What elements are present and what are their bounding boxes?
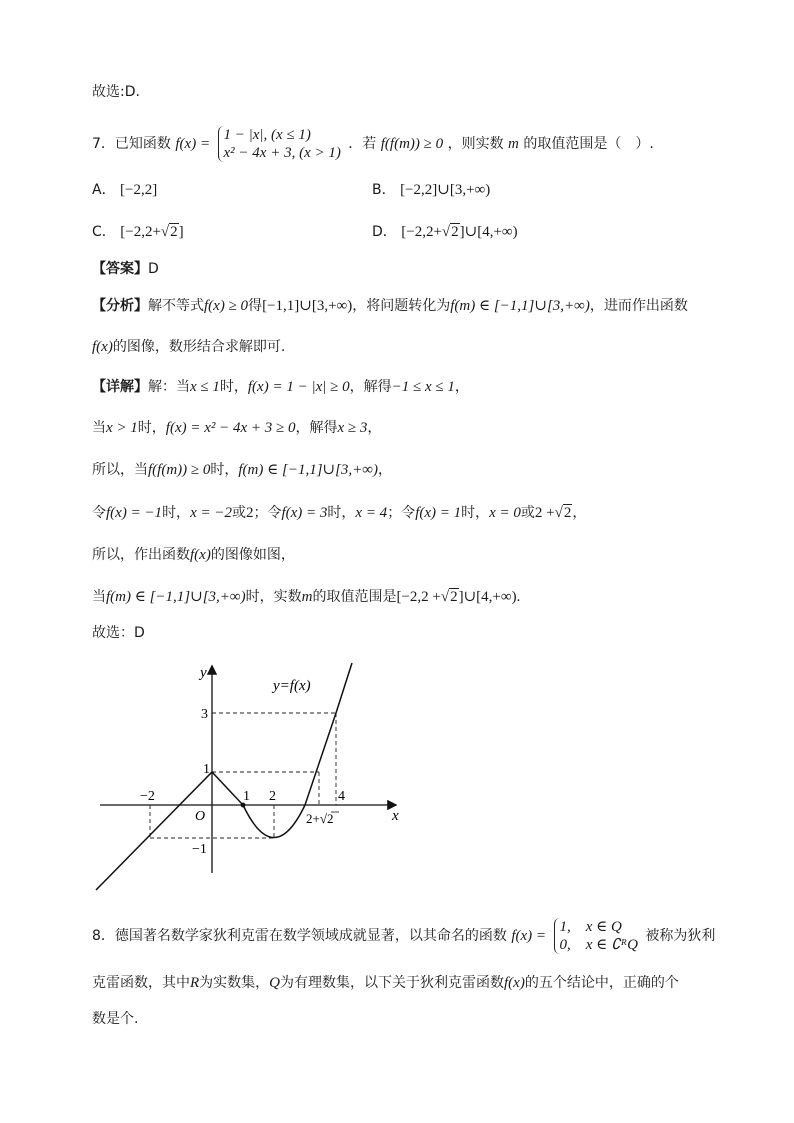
analysis-line-2 [92, 337, 285, 357]
detail-l6-m1: f(m) ∈ [−1,1]∪[3,+∞) [106, 589, 246, 605]
detail-l4-m4: f(x) = 3 [281, 505, 328, 521]
detail-l2-d: ， [367, 420, 382, 436]
q7-option-a [92, 180, 157, 200]
detail-line-4: 令f(x) = −1时，x = −2或2；令f(x) = 3时，x = 4；令f(x) = 1时，x = 0或2 +√2， [92, 505, 587, 521]
detail-l4-f: ；令 [387, 505, 416, 521]
detail-l1-a: 解：当 [148, 379, 190, 395]
q7-piecewise [218, 126, 341, 162]
detail-l3-a: 所以，当 [92, 462, 148, 478]
y-axis-label: y [200, 665, 207, 681]
detail-l4-m1: f(x) = −1 [106, 505, 163, 521]
function-graph [90, 655, 410, 895]
tick-x-minus-2: −2 [140, 789, 155, 804]
detail-l5-a: 所以，作出函数 [92, 547, 190, 563]
option-d-sqrt: 2 [451, 224, 459, 240]
detail-l1-b: 时， [219, 379, 248, 395]
detail-l2-b: 时， [137, 420, 166, 436]
q8-l2-a: 克雷函数，其中 [92, 975, 190, 991]
q8-line-1 [92, 918, 715, 954]
answer-line [92, 259, 159, 279]
tick-x-2: 2 [269, 789, 276, 804]
q8-l2-c: 为有理数集，以下关于狄利克雷函数 [280, 975, 505, 991]
detail-l4-e: 时， [327, 505, 356, 521]
detail-line-2 [92, 418, 381, 438]
q7-variable: m [508, 136, 519, 152]
detail-l4-m6: f(x) = 1 [415, 505, 462, 521]
q8-function-name: f(x) = [511, 928, 547, 944]
q8-line-2 [92, 973, 679, 993]
option-d-value-post: ]∪[4,+∞) [459, 224, 518, 240]
option-b-label: B． [372, 182, 396, 198]
detail-l2-m2: f(x) = x² − 4x + 3 ≥ 0 [165, 420, 296, 436]
q7-case-1: 1 − |x|, (x ≤ 1) [223, 127, 311, 143]
origin-label: O [195, 809, 206, 824]
detail-l3-c: ， [378, 462, 392, 478]
q7-stem-mid: ．若 [348, 136, 377, 152]
x-axis-label: x [392, 808, 399, 824]
detail-l1-c: ，解得 [349, 379, 392, 395]
detail-l3-b: 时， [210, 462, 239, 478]
q7-stem-suffix: ，则实数 [447, 136, 504, 152]
analysis-math-1: f(x) ≥ 0 [204, 298, 249, 314]
analysis-text-d: ，进而作出函数 [589, 298, 688, 314]
detail-l4-m7: x = 0 [489, 505, 521, 521]
detail-l6-m3: [−2,2 + [396, 589, 441, 605]
analysis-math-4: f(x) [92, 339, 113, 355]
q7-stem-end: 的取值范围是（ ）. [523, 136, 654, 152]
analysis-text-e: 的图像，数形结合求解即可. [112, 339, 286, 355]
detail-l2-m3: x ≥ 3 [337, 420, 368, 436]
answer-tag: 【答案】 [92, 261, 148, 277]
q8-line-3: 数是个. [92, 1011, 139, 1027]
detail-line-5 [92, 545, 295, 565]
option-c-label: C． [92, 224, 116, 240]
detail-l2-a: 当 [92, 420, 106, 436]
detail-l4-h: 或 [520, 505, 535, 521]
detail-l6-a: 当 [92, 589, 106, 605]
detail-l4-d: ；令 [253, 505, 282, 521]
tick-x-1: 1 [243, 789, 250, 804]
detail-l4-m3: 2 [245, 505, 254, 521]
q8-l2-m1: R [190, 975, 200, 991]
q8-piecewise [554, 918, 638, 954]
option-d-value-pre: [−2,2+ [401, 224, 442, 240]
q8-case-2: 0, x ∈ ∁ᴿQ [559, 937, 638, 953]
detail-l3-m1: f(f(m)) ≥ 0 [148, 462, 211, 478]
q8-l1-b: 被称为狄利 [645, 928, 716, 944]
analysis-line-1 [92, 296, 688, 316]
option-c-value-pre: [−2,2+ [120, 224, 161, 240]
detail-l4-b: 时， [162, 505, 191, 521]
q7-option-b [372, 180, 490, 200]
detail-l4-m5: x = 4 [355, 505, 388, 521]
option-d-label: D． [372, 224, 397, 240]
function-curve [96, 663, 352, 890]
detail-l1-m1: x ≤ 1 [190, 379, 220, 395]
option-a-label: A． [92, 182, 116, 198]
analysis-text-a: 解不等式 [148, 298, 204, 314]
detail-line-1 [92, 377, 469, 397]
answer-value: D [148, 261, 159, 277]
q7-option-d: D． [−2,2+√2]∪[4,+∞) [372, 224, 518, 240]
tick-y-minus-1: −1 [192, 842, 207, 857]
tick-y-3: 3 [201, 707, 208, 722]
detail-tag: 【详解】 [92, 379, 148, 395]
detail-l6-b: 时，实数 [245, 589, 302, 605]
detail-l3-m2: f(m) ∈ [−1,1]∪[3,+∞) [238, 462, 378, 478]
detail-l5-b: 的图像如图， [210, 547, 295, 563]
q7-stem-prefix: 7．已知函数 [92, 136, 171, 152]
detail-l4-i: ， [572, 505, 587, 521]
detail-l4-a: 令 [92, 505, 106, 521]
q7-case-2: x² − 4x + 3, (x > 1) [223, 145, 341, 161]
curve-label: y=f(x) [273, 678, 311, 694]
tick-y-1: 1 [203, 762, 210, 777]
detail-l6-sqrt: 2 [450, 589, 458, 605]
detail-l2-c: ，解得 [295, 420, 338, 436]
tick-x-4: 4 [338, 789, 345, 804]
option-c-sqrt: 2 [170, 224, 178, 240]
q8-l2-d: 的五个结论中，正确的个 [524, 975, 679, 991]
detail-l4-m2: x = −2 [190, 505, 232, 521]
q8-l2-b: 为实数集， [199, 975, 270, 991]
detail-l6-c: 的取值范围是 [312, 589, 397, 605]
q7-condition: f(f(m)) ≥ 0 [380, 136, 444, 152]
detail-l4-g: 时， [461, 505, 490, 521]
detail-l1-m3: −1 ≤ x ≤ 1 [391, 379, 455, 395]
detail-l2-m1: x > 1 [106, 420, 138, 436]
option-c-value-post: ] [178, 224, 184, 240]
analysis-math-2: [−1,1]∪[3,+∞) [262, 298, 353, 314]
detail-l4-sqrt: 2 [563, 505, 572, 521]
q8-l1-a: 8．德国著名数学家狄利克雷在数学领域成就显著，以其命名的函数 [92, 928, 507, 944]
detail-line-3 [92, 460, 392, 480]
detail-l1-d: ， [454, 379, 469, 395]
analysis-text-b: 得 [248, 298, 263, 314]
detail-l1-m2: f(x) = 1 − |x| ≥ 0 [247, 379, 350, 395]
detail-l4-c: 或 [231, 505, 246, 521]
q7-option-c: C． [−2,2+√2] [92, 224, 184, 240]
q8-l2-m3: f(x) [504, 975, 525, 991]
option-b-value: [−2,2]∪[3,+∞) [400, 182, 491, 198]
q7-stem [92, 126, 654, 162]
analysis-tag: 【分析】 [92, 298, 148, 314]
detail-l6-m4: ]∪[4,+∞). [458, 589, 521, 605]
analysis-math-3: f(m) ∈ [−1,1]∪[3,+∞) [450, 298, 590, 314]
intro-text: 故选:D. [92, 84, 140, 100]
tick-x-2-plus-sqrt2: 2+√2 [306, 811, 334, 826]
q7-function-name: f(x) = [175, 136, 211, 152]
q8-case-1: 1, x ∈ Q [559, 919, 622, 935]
detail-line-7: 故选：D [92, 625, 145, 641]
detail-l4-m8: 2 + [534, 505, 555, 521]
option-a-value: [−2,2] [120, 182, 158, 198]
q8-l2-m2: Q [269, 975, 281, 991]
detail-line-6: 当f(m) ∈ [−1,1]∪[3,+∞)时，实数m的取值范围是[−2,2 +√2]∪[4,+∞). [92, 589, 521, 605]
detail-l6-m2: m [301, 589, 313, 605]
detail-l5-m: f(x) [190, 547, 211, 563]
analysis-text-c: ，将问题转化为 [352, 298, 451, 314]
